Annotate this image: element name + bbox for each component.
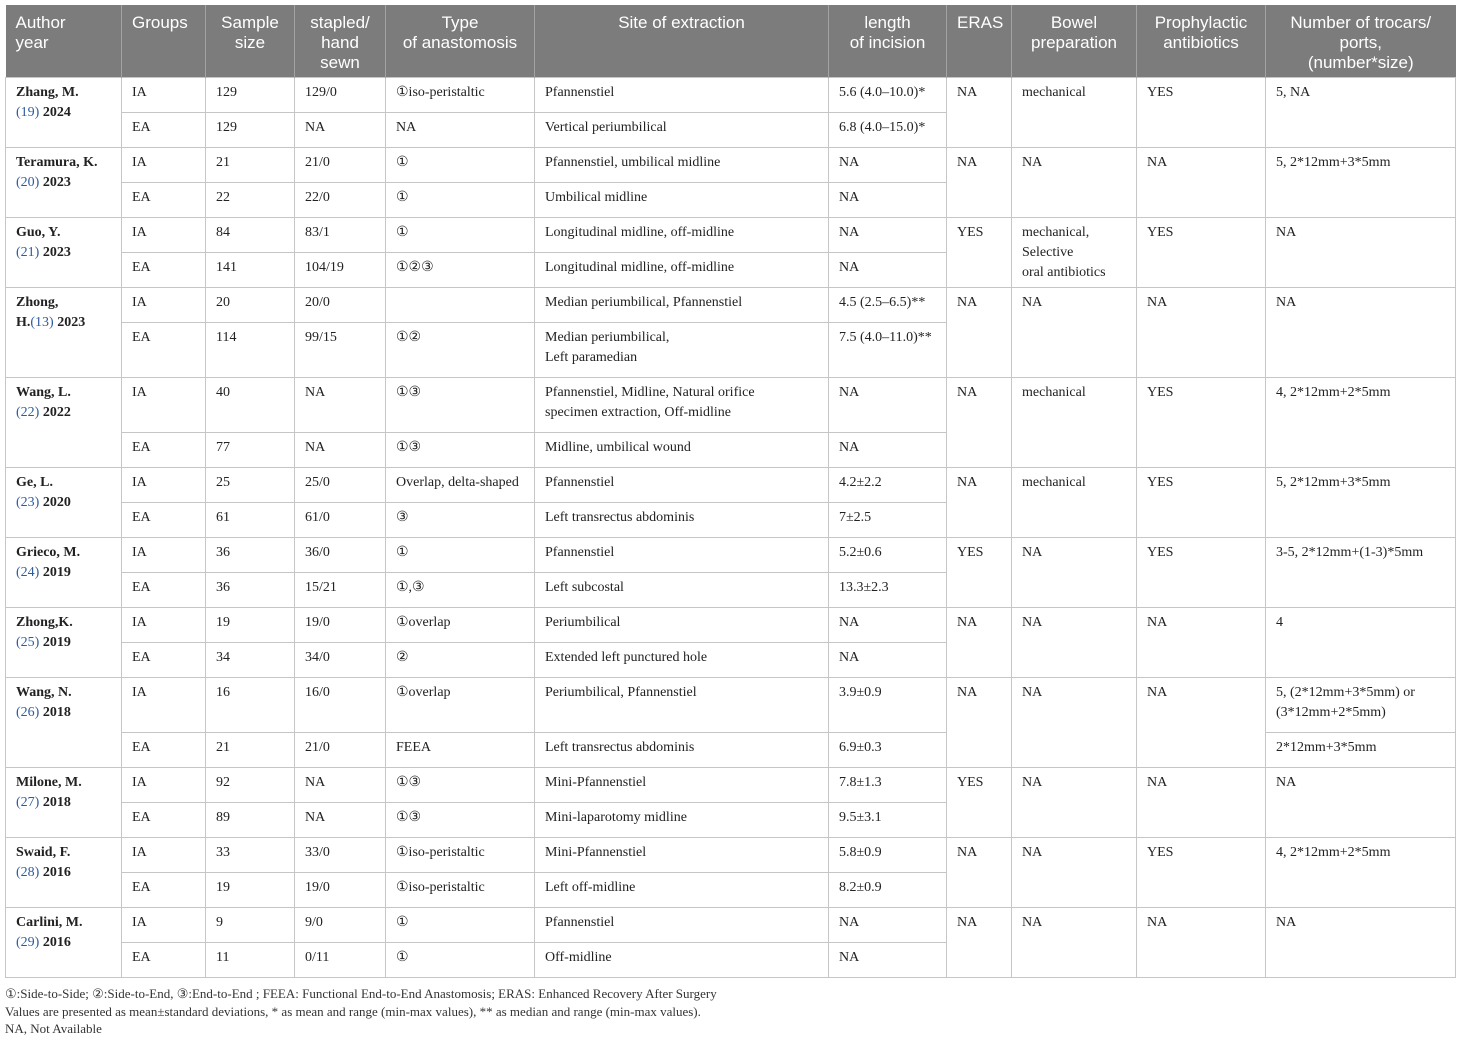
group-cell: IA [122,607,206,642]
column-header-groups: Groups [122,5,206,77]
eras-cell: NA [947,467,1012,537]
trocars-cell: 5, 2*12mm+3*5mm [1266,147,1456,217]
extraction-site-cell: Pfannenstiel, Midline, Natural orifice specimen extraction, Off-midline [535,377,829,432]
stapled-cell: NA [295,432,386,467]
extraction-site-cell: Periumbilical, Pfannenstiel [535,677,829,732]
antibiotics-cell: NA [1137,907,1266,977]
group-cell: EA [122,732,206,767]
group-cell: IA [122,377,206,432]
stapled-cell: 0/11 [295,942,386,977]
anastomosis-cell: ①overlap [386,677,535,732]
study-author: Milone, M. (27) 2018 [6,767,122,837]
group-cell: IA [122,767,206,802]
stapled-cell: 36/0 [295,537,386,572]
anastomosis-cell: ①③ [386,802,535,837]
incision-length-cell: 7.8±1.3 [829,767,947,802]
antibiotics-cell: NA [1137,147,1266,217]
antibiotics-cell: YES [1137,217,1266,287]
table-row [6,217,1456,252]
column-header-prophylactic-antibiotics: Prophylactic antibiotics [1137,5,1266,77]
bowel-prep-cell: mechanical [1012,77,1137,147]
extraction-site-cell: Pfannenstiel [535,907,829,942]
sample-size-cell: 21 [206,732,295,767]
incision-length-cell: NA [829,377,947,432]
trocars-cell: 3-5, 2*12mm+(1-3)*5mm [1266,537,1456,607]
column-header-incision-length: length of incision [829,5,947,77]
incision-length-cell: 4.2±2.2 [829,467,947,502]
stapled-cell: 22/0 [295,182,386,217]
reference-link[interactable]: (19) [16,104,40,120]
sample-size-cell: 9 [206,907,295,942]
anastomosis-cell: ① [386,537,535,572]
extraction-site-cell: Mini-laparotomy midline [535,802,829,837]
extraction-site-cell: Pfannenstiel [535,537,829,572]
eras-cell: NA [947,837,1012,907]
group-cell: IA [122,537,206,572]
group-cell: EA [122,432,206,467]
eras-cell: YES [947,217,1012,287]
group-cell: EA [122,322,206,377]
group-cell: EA [122,942,206,977]
study-author: Zhong,K. (25) 2019 [6,607,122,677]
anastomosis-cell: ③ [386,502,535,537]
extraction-site-cell: Mini-Pfannenstiel [535,767,829,802]
bowel-prep-cell: NA [1012,907,1137,977]
anastomosis-cell: Overlap, delta-shaped [386,467,535,502]
reference-link[interactable]: (26) [16,704,40,720]
bowel-prep-cell: NA [1012,147,1137,217]
reference-link[interactable]: (29) [16,934,40,950]
sample-size-cell: 84 [206,217,295,252]
sample-size-cell: 129 [206,77,295,112]
table-row [6,907,1456,942]
group-cell: EA [122,802,206,837]
extraction-site-cell: Median periumbilical, Pfannenstiel [535,287,829,322]
incision-length-cell: 13.3±2.3 [829,572,947,607]
trocars-cell: 5, (2*12mm+3*5mm) or (3*12mm+2*5mm) [1266,677,1456,732]
reference-link[interactable]: (13) [30,314,54,330]
incision-length-cell: NA [829,182,947,217]
study-author: Grieco, M. (24) 2019 [6,537,122,607]
group-cell: EA [122,112,206,147]
reference-link[interactable]: (28) [16,864,40,880]
extraction-site-cell: Extended left punctured hole [535,642,829,677]
reference-link[interactable]: (21) [16,244,40,260]
reference-link[interactable]: (23) [16,494,40,510]
extraction-site-cell: Median periumbilical, Left paramedian [535,322,829,377]
sample-size-cell: 33 [206,837,295,872]
table-row [6,837,1456,872]
column-header-extraction-site: Site of extraction [535,5,829,77]
extraction-site-cell: Umbilical midline [535,182,829,217]
incision-length-cell: NA [829,147,947,182]
stapled-cell: 104/19 [295,252,386,287]
sample-size-cell: 19 [206,872,295,907]
trocars-cell: NA [1266,907,1456,977]
study-author: Wang, L. (22) 2022 [6,377,122,467]
bowel-prep-cell: mechanical [1012,377,1137,467]
extraction-site-cell: Off-midline [535,942,829,977]
stapled-cell: NA [295,112,386,147]
column-header-sample-size: Sample size [206,5,295,77]
column-header-stapled-hand-sewn: stapled/ hand sewn [295,5,386,77]
anastomosis-cell: ①,③ [386,572,535,607]
reference-link[interactable]: (22) [16,404,40,420]
group-cell: IA [122,77,206,112]
sample-size-cell: 21 [206,147,295,182]
stapled-cell: 83/1 [295,217,386,252]
extraction-site-cell: Left transrectus abdominis [535,732,829,767]
sample-size-cell: 19 [206,607,295,642]
bowel-prep-cell: mechanical [1012,467,1137,537]
incision-length-cell: 6.8 (4.0–15.0)* [829,112,947,147]
table-row [6,287,1456,322]
table-row [6,147,1456,182]
group-cell: EA [122,182,206,217]
study-author: Wang, N. (26) 2018 [6,677,122,767]
reference-link[interactable]: (20) [16,174,40,190]
anastomosis-cell: NA [386,112,535,147]
studies-table [5,5,1456,978]
group-cell: EA [122,642,206,677]
trocars-cell: 5, NA [1266,77,1456,147]
sample-size-cell: 36 [206,572,295,607]
extraction-site-cell: Pfannenstiel [535,467,829,502]
anastomosis-cell: ①③ [386,432,535,467]
extraction-site-cell: Periumbilical [535,607,829,642]
extraction-site-cell: Pfannenstiel [535,77,829,112]
table-row [6,377,1456,432]
stapled-cell: NA [295,767,386,802]
eras-cell: NA [947,147,1012,217]
extraction-site-cell: Left off-midline [535,872,829,907]
anastomosis-cell: ①iso-peristaltic [386,837,535,872]
sample-size-cell: 129 [206,112,295,147]
bowel-prep-cell: NA [1012,287,1137,377]
group-cell: IA [122,837,206,872]
eras-cell: NA [947,607,1012,677]
bowel-prep-cell: NA [1012,767,1137,837]
stapled-cell: 99/15 [295,322,386,377]
sample-size-cell: 20 [206,287,295,322]
bowel-prep-cell: NA [1012,537,1137,607]
sample-size-cell: 34 [206,642,295,677]
stapled-cell: 21/0 [295,732,386,767]
group-cell: EA [122,252,206,287]
group-cell: IA [122,217,206,252]
column-header-anastomosis-type: Type of anastomosis [386,5,535,77]
group-cell: IA [122,287,206,322]
footnote-values: Values are presented as mean±standard deviations, * as mean and range (min-max values), ** as median and range (min-max values). [5,1003,701,1019]
bowel-prep-cell: NA [1012,837,1137,907]
table-footnotes [5,985,1455,1038]
sample-size-cell: 141 [206,252,295,287]
eras-cell: YES [947,767,1012,837]
anastomosis-cell: ① [386,217,535,252]
incision-length-cell: 6.9±0.3 [829,732,947,767]
incision-length-cell: NA [829,907,947,942]
group-cell: EA [122,572,206,607]
sample-size-cell: 77 [206,432,295,467]
stapled-cell: 33/0 [295,837,386,872]
anastomosis-cell: ①③ [386,767,535,802]
incision-length-cell: NA [829,607,947,642]
eras-cell: NA [947,907,1012,977]
incision-length-cell: 9.5±3.1 [829,802,947,837]
column-header-trocars-ports: Number of trocars/ ports, (number*size) [1266,5,1456,77]
anastomosis-cell: ①iso-peristaltic [386,77,535,112]
stapled-cell: 25/0 [295,467,386,502]
sample-size-cell: 11 [206,942,295,977]
sample-size-cell: 61 [206,502,295,537]
study-author: Teramura, K. (20) 2023 [6,147,122,217]
study-author: Swaid, F. (28) 2016 [6,837,122,907]
table-row [6,77,1456,112]
anastomosis-cell: ①overlap [386,607,535,642]
stapled-cell: 20/0 [295,287,386,322]
table-row [6,467,1456,502]
study-author: Zhang, M. (19) 2024 [6,77,122,147]
group-cell: EA [122,502,206,537]
antibiotics-cell: NA [1137,767,1266,837]
stapled-cell: 16/0 [295,677,386,732]
anastomosis-cell: ①②③ [386,252,535,287]
antibiotics-cell: YES [1137,77,1266,147]
trocars-cell: 4 [1266,607,1456,677]
extraction-site-cell: Left subcostal [535,572,829,607]
anastomosis-cell [386,287,535,322]
trocars-cell: NA [1266,767,1456,837]
stapled-cell: 15/21 [295,572,386,607]
sample-size-cell: 40 [206,377,295,432]
antibiotics-cell: YES [1137,837,1266,907]
group-cell: IA [122,677,206,732]
sample-size-cell: 22 [206,182,295,217]
anastomosis-cell: ① [386,182,535,217]
study-author: Zhong, H.(13) 2023 [6,287,122,377]
antibiotics-cell: NA [1137,607,1266,677]
extraction-site-cell: Vertical periumbilical [535,112,829,147]
sample-size-cell: 36 [206,537,295,572]
header-row [6,5,1456,77]
stapled-cell: 19/0 [295,872,386,907]
stapled-cell: 19/0 [295,607,386,642]
stapled-cell: 9/0 [295,907,386,942]
incision-length-cell: 5.6 (4.0–10.0)* [829,77,947,112]
study-author: Ge, L. (23) 2020 [6,467,122,537]
incision-length-cell: NA [829,432,947,467]
column-header-bowel-preparation: Bowel preparation [1012,5,1137,77]
column-header-author-year: Author year [6,5,122,77]
incision-length-cell: 7±2.5 [829,502,947,537]
extraction-site-cell: Longitudinal midline, off-midline [535,217,829,252]
trocars-cell: 5, 2*12mm+3*5mm [1266,467,1456,537]
footnote-legend: ①:Side-to-Side; ②:Side-to-End, ③:End-to-End ; FEEA: Functional End-to-End Anastomosis; ERAS: Enhanced Recovery After Surgery [5,986,717,1001]
sample-size-cell: 92 [206,767,295,802]
table-row [6,607,1456,642]
stapled-cell: 21/0 [295,147,386,182]
sample-size-cell: 114 [206,322,295,377]
antibiotics-cell: NA [1137,677,1266,767]
reference-link[interactable]: (24) [16,564,40,580]
extraction-site-cell: Left transrectus abdominis [535,502,829,537]
trocars-cell: 4, 2*12mm+2*5mm [1266,837,1456,907]
trocars-cell: NA [1266,217,1456,287]
incision-length-cell: NA [829,942,947,977]
group-cell: IA [122,907,206,942]
extraction-site-cell: Mini-Pfannenstiel [535,837,829,872]
eras-cell: YES [947,537,1012,607]
incision-length-cell: 8.2±0.9 [829,872,947,907]
table-row [6,537,1456,572]
stapled-cell: 34/0 [295,642,386,677]
stapled-cell: 61/0 [295,502,386,537]
eras-cell: NA [947,77,1012,147]
incision-length-cell: NA [829,642,947,677]
incision-length-cell: 5.2±0.6 [829,537,947,572]
antibiotics-cell: YES [1137,467,1266,537]
group-cell: IA [122,147,206,182]
column-header-eras: ERAS [947,5,1012,77]
anastomosis-cell: ① [386,907,535,942]
bowel-prep-cell: NA [1012,607,1137,677]
anastomosis-cell: ② [386,642,535,677]
incision-length-cell: 5.8±0.9 [829,837,947,872]
antibiotics-cell: YES [1137,377,1266,467]
study-author: Guo, Y. (21) 2023 [6,217,122,287]
group-cell: EA [122,872,206,907]
reference-link[interactable]: (25) [16,634,40,650]
sample-size-cell: 16 [206,677,295,732]
antibiotics-cell: YES [1137,537,1266,607]
sample-size-cell: 25 [206,467,295,502]
stapled-cell: 129/0 [295,77,386,112]
eras-cell: NA [947,377,1012,467]
eras-cell: NA [947,287,1012,377]
trocars-cell: 4, 2*12mm+2*5mm [1266,377,1456,467]
incision-length-cell: NA [829,252,947,287]
footnote-na: NA, Not Available [5,1021,102,1036]
extraction-site-cell: Midline, umbilical wound [535,432,829,467]
study-author: Carlini, M. (29) 2016 [6,907,122,977]
extraction-site-cell: Longitudinal midline, off-midline [535,252,829,287]
anastomosis-cell: FEEA [386,732,535,767]
extraction-site-cell: Pfannenstiel, umbilical midline [535,147,829,182]
anastomosis-cell: ①iso-peristaltic [386,872,535,907]
trocars-cell: NA [1266,287,1456,377]
incision-length-cell: 7.5 (4.0–11.0)** [829,322,947,377]
anastomosis-cell: ①③ [386,377,535,432]
anastomosis-cell: ① [386,942,535,977]
anastomosis-cell: ①② [386,322,535,377]
bowel-prep-cell: NA [1012,677,1137,767]
bowel-prep-cell: mechanical, Selective oral antibiotics [1012,217,1137,287]
antibiotics-cell: NA [1137,287,1266,377]
incision-length-cell: 4.5 (2.5–6.5)** [829,287,947,322]
anastomosis-cell: ① [386,147,535,182]
group-cell: IA [122,467,206,502]
stapled-cell: NA [295,377,386,432]
table-row [6,767,1456,802]
incision-length-cell: 3.9±0.9 [829,677,947,732]
sample-size-cell: 89 [206,802,295,837]
trocars-cell: 2*12mm+3*5mm [1266,732,1456,767]
eras-cell: NA [947,677,1012,767]
stapled-cell: NA [295,802,386,837]
reference-link[interactable]: (27) [16,794,40,810]
incision-length-cell: NA [829,217,947,252]
table-row [6,677,1456,732]
